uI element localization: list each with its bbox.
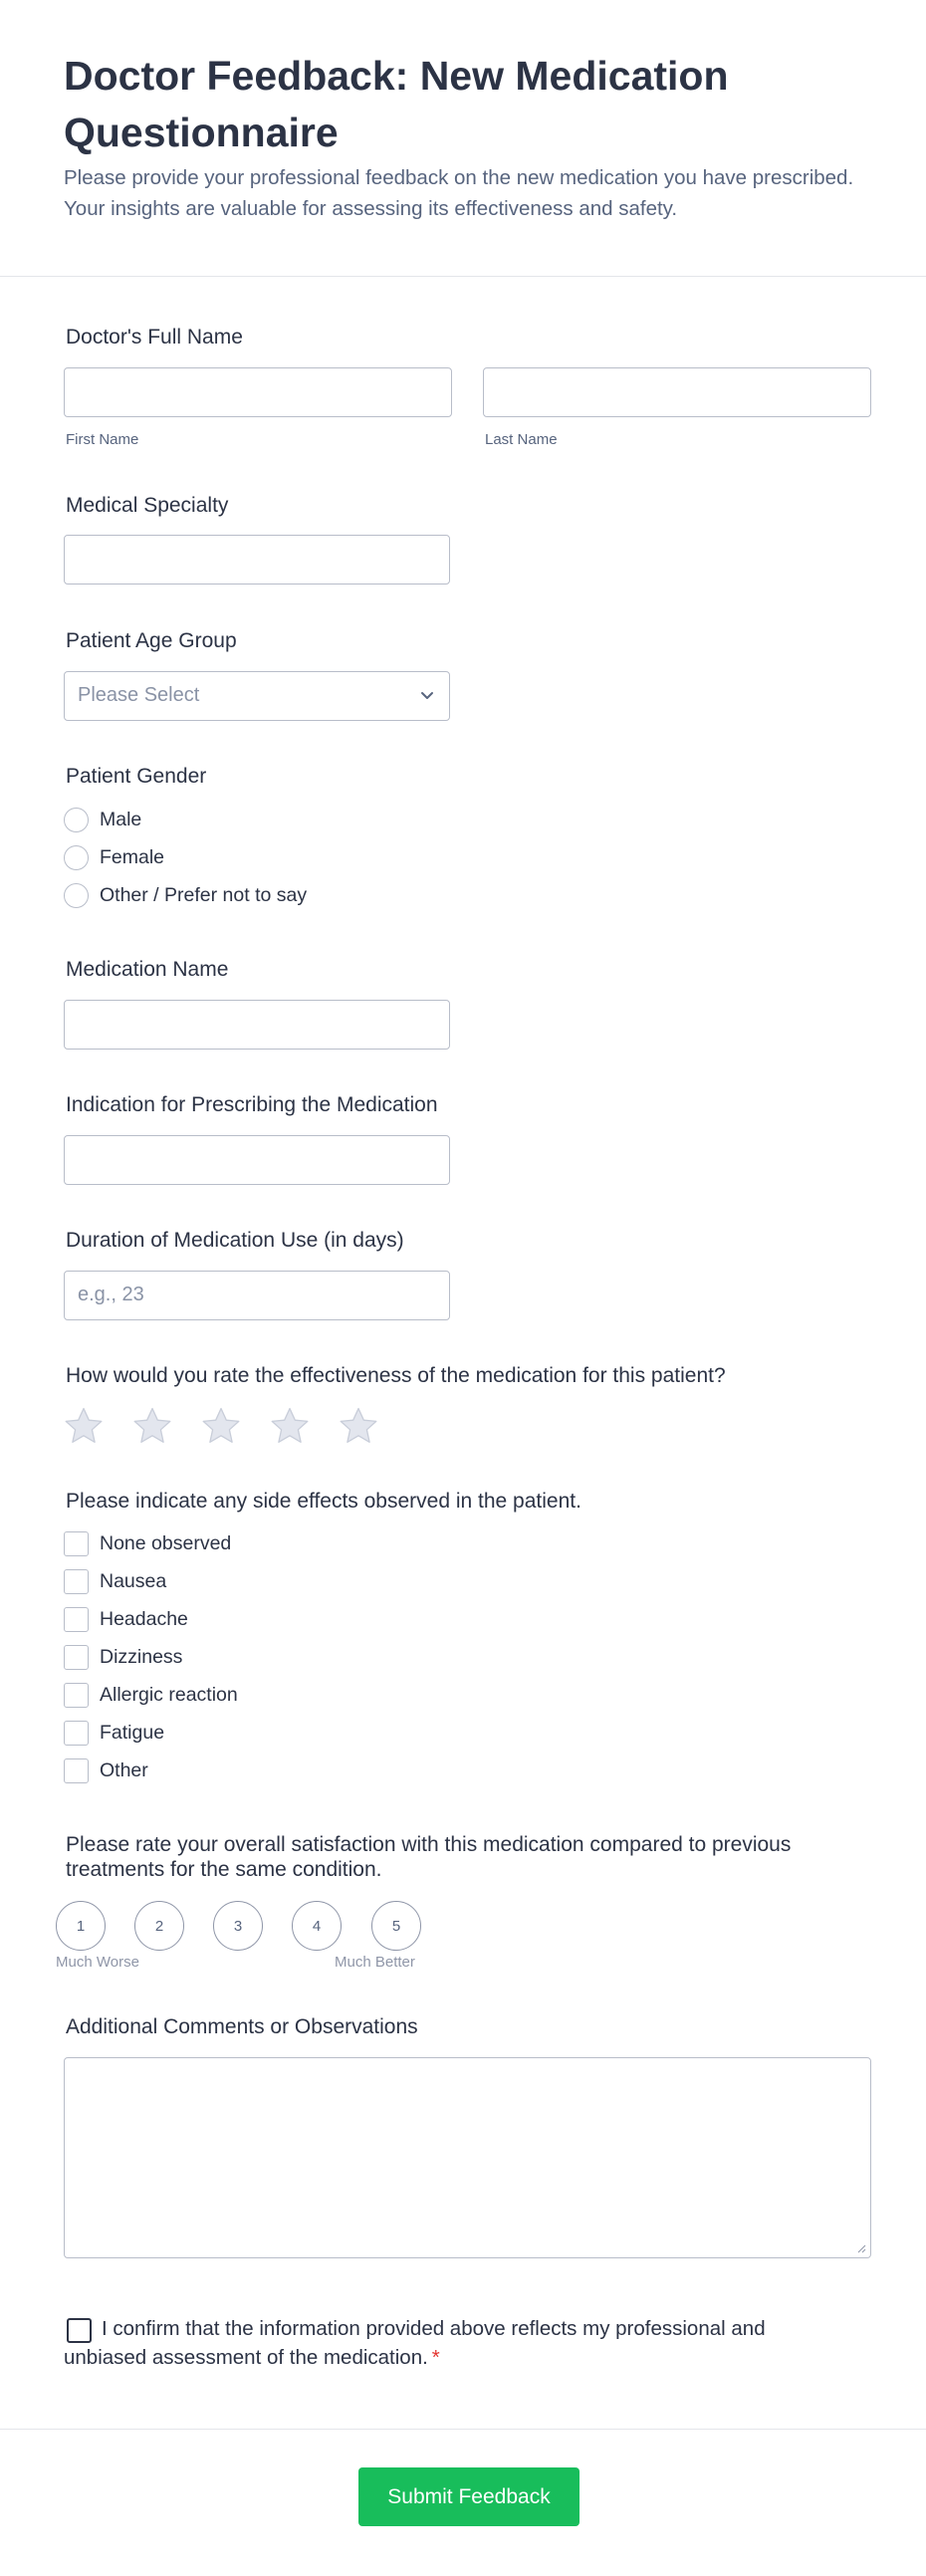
- star-icon[interactable]: [64, 1406, 104, 1446]
- side-effect-label: Allergic reaction: [100, 1683, 238, 1706]
- radio-button[interactable]: [64, 845, 89, 870]
- side-effect-option[interactable]: [64, 1530, 231, 1556]
- satisfaction-label: Please rate your overall satisfaction with this medication compared to previous treatments for the same condition.: [66, 1833, 792, 1881]
- last-name-sublabel: Last Name: [485, 431, 558, 448]
- checkbox[interactable]: [64, 1531, 89, 1556]
- first-name-sublabel: First Name: [66, 431, 139, 448]
- star-icon[interactable]: [270, 1406, 310, 1446]
- scale-option-5[interactable]: 5: [371, 1901, 421, 1951]
- duration-input[interactable]: [64, 1271, 450, 1320]
- gender-option-label: Male: [100, 808, 142, 830]
- side-effect-option[interactable]: [64, 1606, 188, 1632]
- radio-button[interactable]: [64, 808, 89, 832]
- side-effect-label: Dizziness: [100, 1645, 183, 1668]
- duration-placeholder: e.g., 23: [78, 1284, 144, 1305]
- indication-label: Indication for Prescribing the Medication: [66, 1093, 438, 1116]
- doctor-name-label: Doctor's Full Name: [66, 326, 243, 349]
- side-effect-label: Other: [100, 1758, 148, 1781]
- confirm-label: [64, 2314, 781, 2372]
- footer-divider: [0, 2429, 926, 2430]
- effectiveness-label: How would you rate the effectiveness of the medication for this patient?: [66, 1364, 726, 1387]
- gender-label: Patient Gender: [66, 765, 207, 788]
- scale-min-caption: Much Worse: [56, 1954, 139, 1971]
- age-group-select[interactable]: [64, 671, 450, 721]
- side-effect-label: None observed: [100, 1531, 232, 1554]
- side-effect-option[interactable]: [64, 1568, 166, 1594]
- scale-option-4[interactable]: 4: [292, 1901, 342, 1951]
- scale-option-2[interactable]: 2: [134, 1901, 184, 1951]
- star-icon[interactable]: [132, 1406, 172, 1446]
- resize-grip-icon[interactable]: [856, 2243, 866, 2253]
- radio-button[interactable]: [64, 883, 89, 908]
- checkbox[interactable]: [64, 1569, 89, 1594]
- checkbox[interactable]: [64, 1721, 89, 1746]
- gender-option-label: Other / Prefer not to say: [100, 883, 308, 906]
- chevron-down-icon: [419, 687, 435, 703]
- age-group-placeholder: Please Select: [78, 684, 200, 706]
- form-subtitle: Please provide your professional feedback on the new medication you have prescribed. Your insights are valuable for assessing its effectiveness and safety.: [64, 166, 854, 220]
- scale-option-1[interactable]: 1: [56, 1901, 106, 1951]
- star-icon[interactable]: [339, 1406, 378, 1446]
- gender-option[interactable]: [64, 882, 307, 908]
- confirm-text: I confirm that the information provided above reflects my professional and unbiased assessment of the medication.: [64, 2317, 766, 2369]
- side-effect-option[interactable]: [64, 1682, 238, 1708]
- submit-button[interactable]: Submit Feedback: [358, 2467, 579, 2526]
- gender-option[interactable]: [64, 807, 141, 832]
- first-name-input[interactable]: [64, 367, 452, 417]
- side-effect-option[interactable]: [64, 1720, 164, 1746]
- specialty-label: Medical Specialty: [66, 494, 229, 517]
- side-effect-option[interactable]: [64, 1644, 182, 1670]
- medication-name-input[interactable]: [64, 1000, 450, 1050]
- side-effect-label: Fatigue: [100, 1721, 165, 1744]
- gender-option-label: Female: [100, 845, 165, 868]
- checkbox[interactable]: [64, 1607, 89, 1632]
- side-effects-label: Please indicate any side effects observed in the patient.: [66, 1490, 581, 1513]
- medication-name-label: Medication Name: [66, 958, 229, 981]
- specialty-input[interactable]: [64, 535, 450, 585]
- form-title: Doctor Feedback: New Medication Questionnaire: [64, 53, 729, 155]
- required-asterisk: *: [431, 2346, 440, 2369]
- comments-textarea[interactable]: [64, 2057, 871, 2258]
- checkbox[interactable]: [64, 1758, 89, 1783]
- last-name-input[interactable]: [483, 367, 871, 417]
- scale-option-3[interactable]: 3: [213, 1901, 263, 1951]
- form-header: [0, 0, 926, 277]
- checkbox[interactable]: [64, 1645, 89, 1670]
- star-icon[interactable]: [201, 1406, 241, 1446]
- side-effect-label: Nausea: [100, 1569, 167, 1592]
- side-effect-label: Headache: [100, 1607, 188, 1630]
- duration-label: Duration of Medication Use (in days): [66, 1229, 404, 1252]
- gender-option[interactable]: [64, 844, 164, 870]
- age-group-label: Patient Age Group: [66, 629, 237, 652]
- indication-input[interactable]: [64, 1135, 450, 1185]
- checkbox[interactable]: [64, 1683, 89, 1708]
- scale-max-caption: Much Better: [335, 1954, 415, 1971]
- side-effect-option[interactable]: [64, 1757, 148, 1783]
- comments-label: Additional Comments or Observations: [66, 2015, 418, 2038]
